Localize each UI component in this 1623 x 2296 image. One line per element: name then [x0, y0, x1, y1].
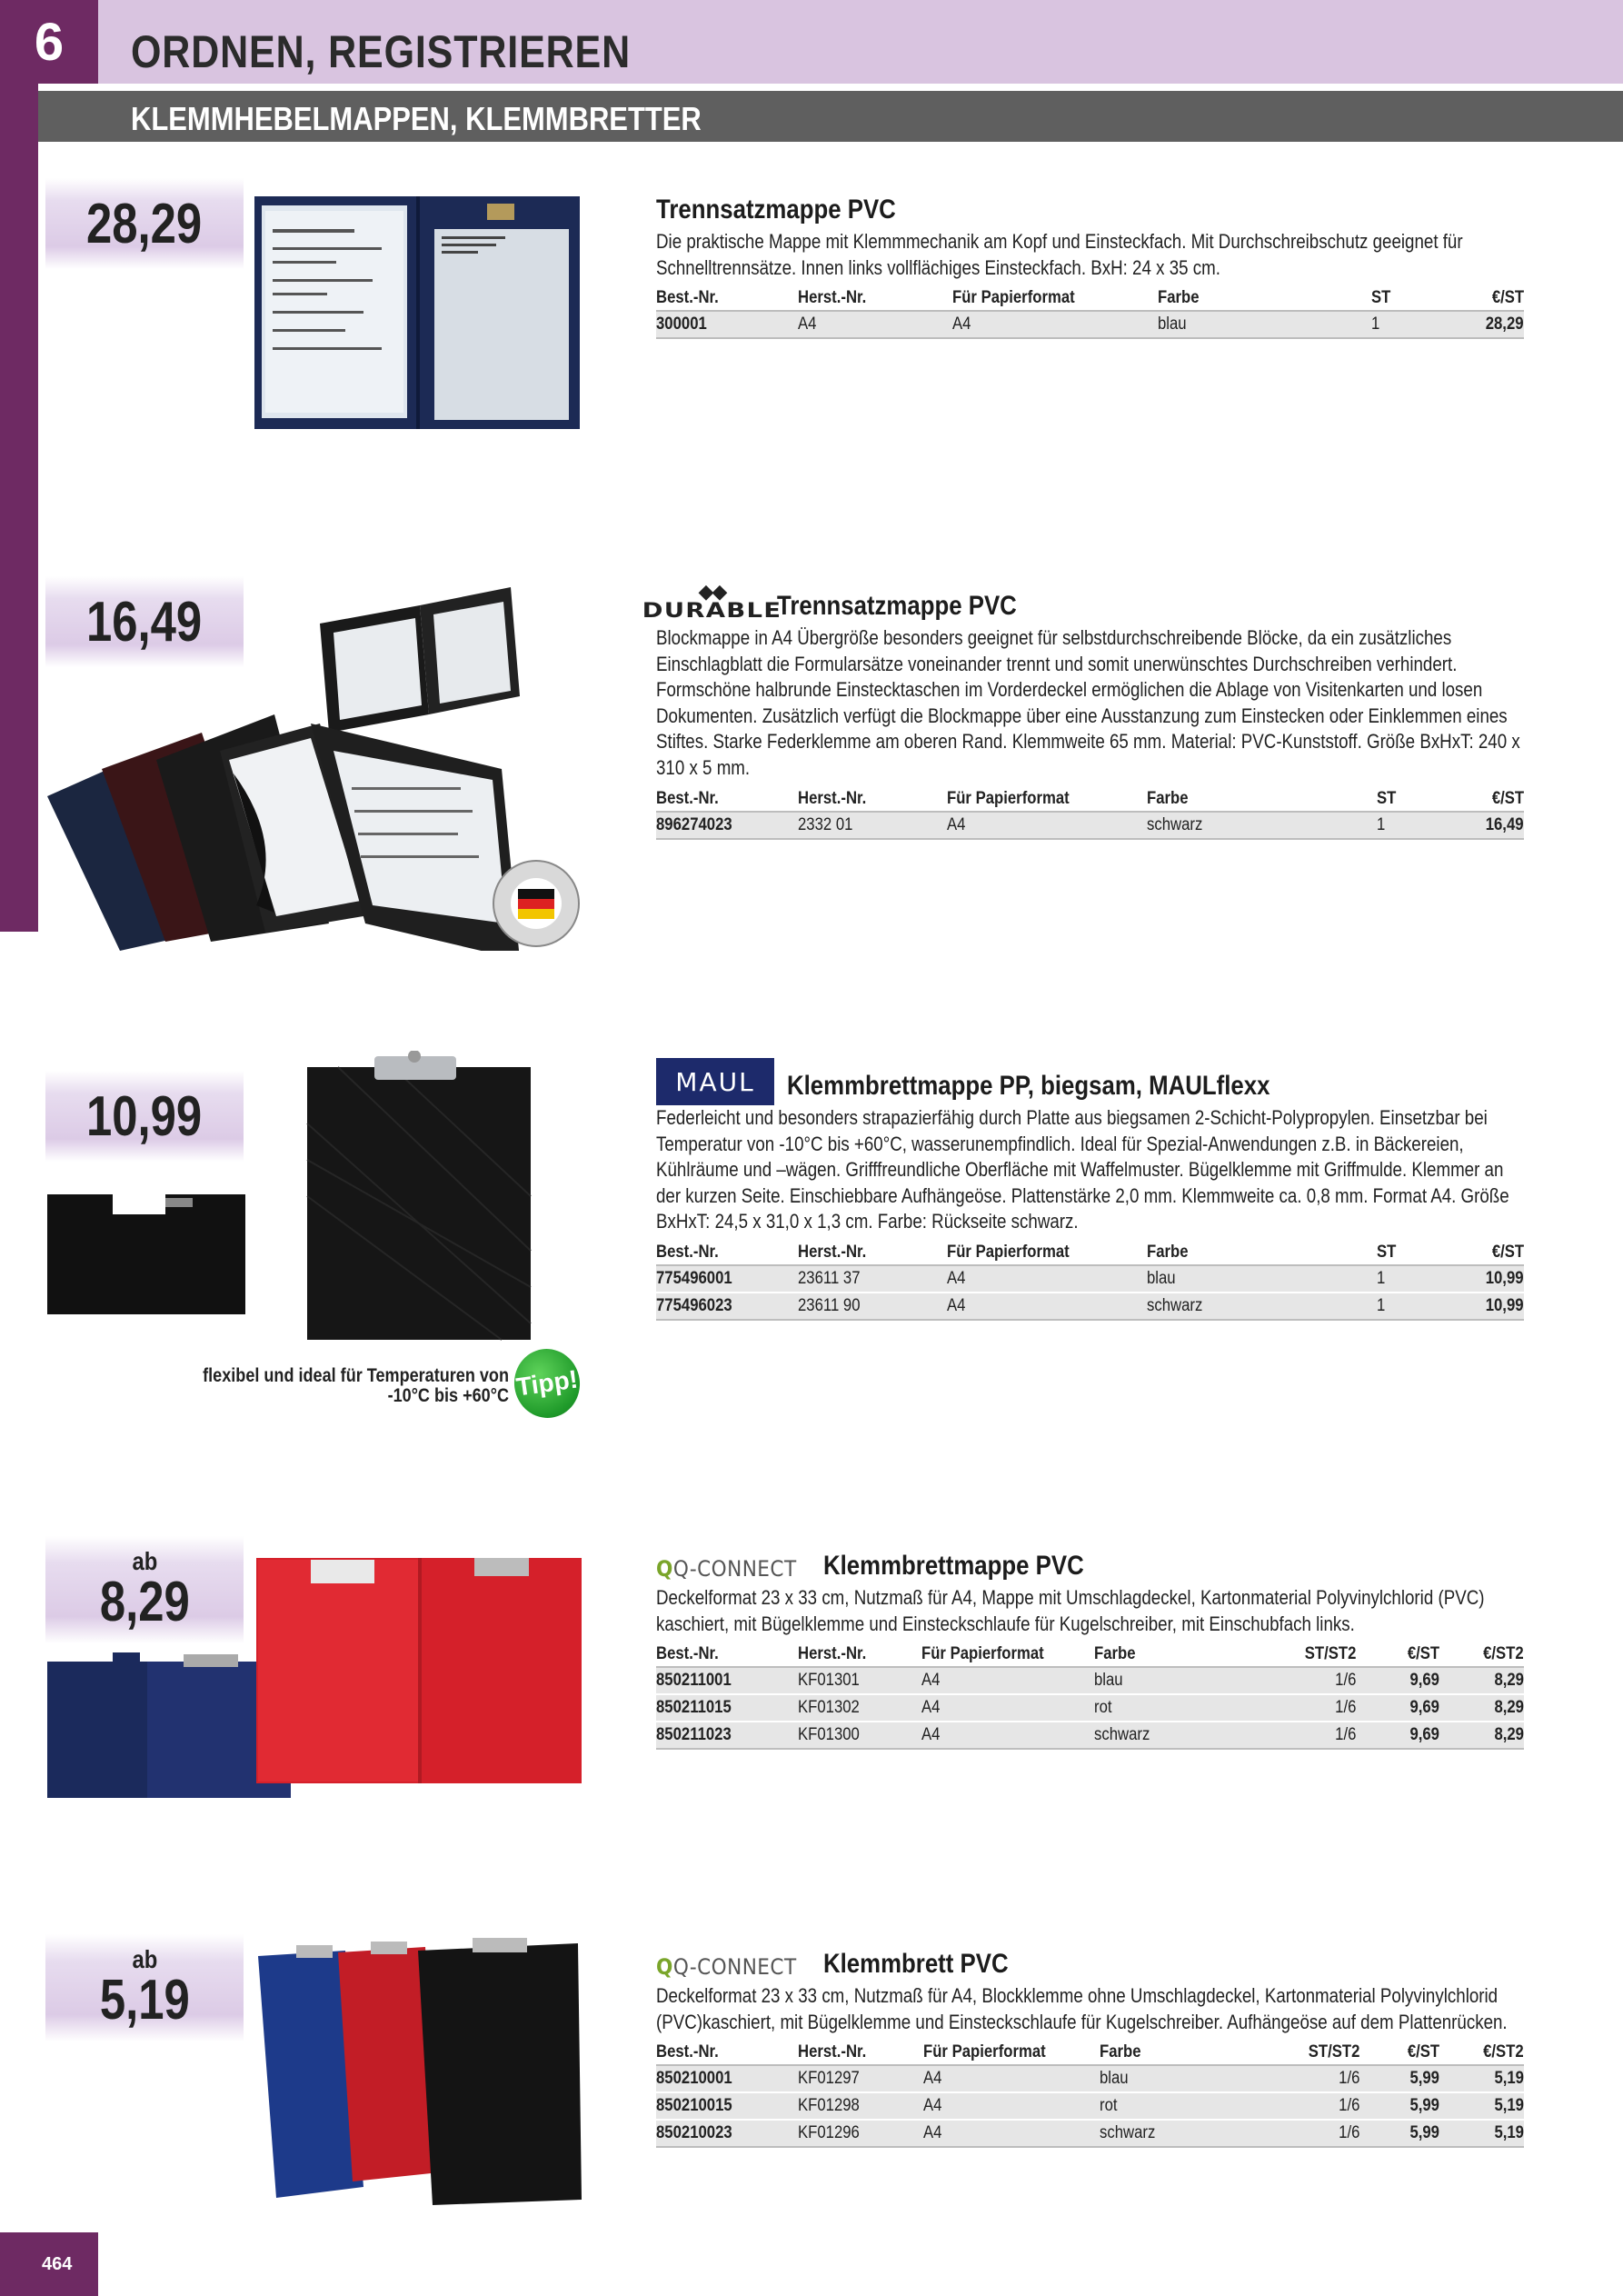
product-durable-trennsatzmappe: [642, 580, 1524, 840]
page-title: ORDNEN, REGISTRIEREN: [131, 26, 631, 77]
table-row: 850210023 KF01296 A4 schwarz 1/6 5,99 5,19: [656, 2121, 1524, 2148]
table-row: 300001 A4 A4 blau 1 28,29: [656, 312, 1524, 339]
tipp-badge: Tipp!: [510, 1344, 584, 1422]
spec-header: Best.-Nr. Herst.-Nr. Für Papierformat Farbe ST €/ST: [656, 286, 1524, 312]
product-description: Blockmappe in A4 Übergröße besonders geeignet für selbstdurchschreibende Blöcke, da ein zusätzliches Einschlagblatt die Formularsätze voneinander trennt und somit unerwünschtes Durchschreiben verhindert. Formschöne halbrunde Einstecktaschen im Vorderdeckel ermöglichen die Ablage von Visitenkarten und losen Dokumenten. Zusätzlich verfügt die Blockmappe über eine Ausstanzung zum Einstecken oder Einklemmen eines Stiftes. Starke Federklemme am oberen Rand. Klemmweite 65 mm. Material: PVC-Kunststoff. Größe BxHxT: 240 x 310 x 5 mm.: [656, 626, 1520, 779]
product-image-maulflexx: [47, 1051, 538, 1342]
table-row: 850211023 KF01300 A4 schwarz 1/6 9,69 8,29: [656, 1722, 1524, 1750]
product-maulflexx: [656, 1054, 1524, 1321]
table-row: 896274023 2332 01 A4 schwarz 1 16,49: [656, 813, 1524, 840]
product-klemmbrettmappe-pvc: [656, 1545, 1524, 1750]
durable-logo: ◆◆ DURABLE: [642, 580, 782, 623]
tip-text: flexibel und ideal für Temperaturen von -10°C bis +60°C: [203, 1365, 509, 1406]
spec-table: [656, 787, 1524, 840]
product-title: Klemmbrettmappe PP, biegsam, MAULflexx: [787, 1071, 1270, 1101]
product-klemmbrett-pvc: [656, 1943, 1524, 2148]
q-connect-logo: QQ-CONNECT: [656, 1954, 797, 1980]
product-description: Deckelformat 23 x 33 cm, Nutzmaß für A4, Mappe mit Umschlagdeckel, Kartonmaterial Polyvinylchlorid (PVC) kaschiert, mit Bügelklemme und Einsteckschlaufe für Kugelschreiber, mit Einschubfach links.: [656, 1586, 1485, 1635]
page-number: 464: [0, 2232, 98, 2296]
product-description: Die praktische Mappe mit Klemmmechanik am Kopf und Einsteckfach. Mit Durchschreibschutz geeignet für Schnelltrennsätze. Innen links vollflächiges Einsteckfach. BxH: 24 x 35 cm.: [656, 230, 1463, 279]
price-value: 10,99: [86, 1084, 203, 1148]
product-title: Trennsatzmappe PVC: [656, 195, 896, 225]
maul-logo: MAUL: [656, 1058, 774, 1105]
table-row: 850210015 KF01298 A4 rot 1/6 5,99 5,19: [656, 2093, 1524, 2121]
table-row: 850211001 KF01301 A4 blau 1/6 9,69 8,29: [656, 1668, 1524, 1695]
product-title: Trennsatzmappe PVC: [776, 591, 1017, 621]
table-row: 850211015 KF01302 A4 rot 1/6 9,69 8,29: [656, 1695, 1524, 1722]
product-image-klemmbrettmappe: [47, 1556, 583, 1802]
chapter-side-bar: [0, 0, 38, 932]
spec-table: [656, 1241, 1524, 1321]
product-image-trennsatzmappe: [253, 193, 582, 431]
product-image-klemmbrett: [254, 1936, 582, 2209]
price-badge: [45, 1934, 244, 2041]
chapter-number: 6: [0, 0, 98, 84]
section-title-band: [38, 91, 1623, 142]
price-value: 16,49: [86, 590, 203, 654]
spec-table: [656, 286, 1524, 339]
spec-table: [656, 2041, 1524, 2148]
made-in-germany-badge: [491, 858, 582, 949]
product-description: Deckelformat 23 x 33 cm, Nutzmaß für A4, Blockklemme ohne Umschlagdeckel, Kartonmaterial Polyvinylchlorid (PVC)kaschiert, mit Bügelklemme und Einsteckschlaufe für Kugelschreiber. Aufhängeöse auf dem Plattenrücken.: [656, 1984, 1508, 2033]
spec-header: Best.-Nr. Herst.-Nr. Für Papierformat Farbe ST/ST2 €/ST €/ST2: [656, 1642, 1524, 1668]
price-prefix: ab: [132, 1547, 157, 1575]
table-row: 775496023 23611 90 A4 schwarz 1 10,99: [656, 1293, 1524, 1321]
table-row: 850210001 KF01297 A4 blau 1/6 5,99 5,19: [656, 2066, 1524, 2093]
product-title: Klemmbrett PVC: [822, 1949, 1009, 1979]
product-title: Klemmbrettmappe PVC: [822, 1551, 1084, 1581]
product-trennsatzmappe: [656, 189, 1524, 339]
price-prefix: ab: [132, 1945, 157, 1973]
q-connect-logo: QQ-CONNECT: [656, 1556, 797, 1582]
price-value: 5,19: [99, 1969, 190, 2031]
spec-header: Best.-Nr. Herst.-Nr. Für Papierformat Farbe ST €/ST: [656, 1241, 1524, 1266]
spec-header: Best.-Nr. Herst.-Nr. Für Papierformat Farbe ST/ST2 €/ST €/ST2: [656, 2041, 1524, 2066]
table-row: 775496001 23611 37 A4 blau 1 10,99: [656, 1266, 1524, 1293]
section-title: KLEMMHEBELMAPPEN, KLEMMBRETTER: [131, 100, 702, 137]
page-title-band: [98, 0, 1623, 84]
price-value: 8,29: [99, 1571, 190, 1633]
price-value: 28,29: [86, 192, 203, 255]
spec-table: [656, 1642, 1524, 1750]
product-description: Federleicht und besonders strapazierfähig durch Platte aus biegsamen 2-Schicht-Polypropylen. Einsetzbar bei Temperatur von -10°C bis +60°C, wasserunempfindlich. Ideal für Spezial-Anwendungen z.B. in Bäckereien, Kühlräume und –wägen. Grifffreundliche Oberfläche mit Waffelmuster. Bügelklemme mit Griffmulde. Klemmer an der kurzen Seite. Einschiebbare Aufhängeöse. Plattenstärke 2,0 mm. Klemmweite ca. 0,8 mm. Format A4. Größe BxHxT: 24,5 x 31,0 x 1,3 cm. Farbe: Rückseite schwarz.: [656, 1106, 1509, 1233]
price-badge: [45, 178, 244, 269]
spec-header: Best.-Nr. Herst.-Nr. Für Papierformat Farbe ST €/ST: [656, 787, 1524, 813]
